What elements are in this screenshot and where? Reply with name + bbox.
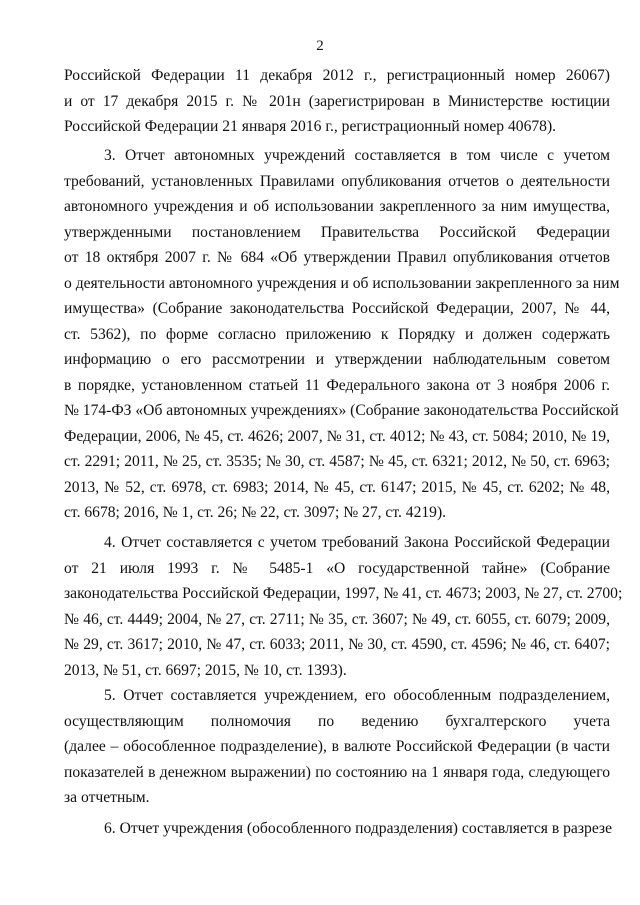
paragraph-item-5: [64, 683, 610, 811]
page-number: 2: [316, 38, 324, 54]
text-line: (далее – обособленное подразделение), в валюте Российской Федерации (в части: [64, 738, 610, 755]
text-line: от 21 июля 1993 г. № 5485-1 «О государственной тайне» (Собрание: [64, 559, 610, 577]
text-line: № 174-ФЗ «Об автономных учреждениях» (Собрание законодательства Российской: [64, 402, 619, 419]
text-line: утвержденными постановлением Правительства Российской Федерации: [64, 223, 610, 241]
text-line: требований, установленных Правилами опубликования отчетов о деятельности: [64, 172, 610, 190]
text-line: за отчетным.: [64, 789, 150, 806]
text-line: в порядке, установленном статьей 11 Федерального закона от 3 ноября 2006 г.: [64, 376, 610, 394]
text-line: осуществляющим полномочия по ведению бухгалтерского учета: [64, 712, 610, 730]
text-line: ст. 2291; 2011, № 25, ст. 3535; № 30, ст. 4587; № 45, ст. 6321; 2012, № 50, ст. 6963;: [64, 453, 610, 470]
paragraph-continuation: [64, 63, 610, 140]
text-line: ст. 6678; 2016, № 1, ст. 26; № 22, ст. 3097; № 27, ст. 4219).: [64, 504, 447, 521]
text-line: законодательства Российской Федерации, 1997, № 41, ст. 4673; 2003, № 27, ст. 2700;: [64, 585, 623, 602]
text-line: о деятельности автономного учреждения и об использовании закрепленного за ним: [64, 274, 620, 292]
paragraph-item-6: [64, 816, 613, 842]
paragraph-item-4: [64, 530, 623, 683]
text-line: автономного учреждения и об использовании закрепленного за ним имущества,: [64, 198, 610, 215]
text-line: 2013, № 51, ст. 6697; 2015, № 10, ст. 1393).: [64, 661, 347, 679]
text-line: имущества» (Собрание законодательства Российской Федерации, 2007, № 44,: [64, 300, 610, 317]
text-line: 5. Отчет составляется учреждением, его обособленным подразделением,: [104, 687, 610, 704]
text-line: Российской Федерации 21 января 2016 г., регистрационный номер 40678).: [64, 118, 557, 135]
text-line: и от 17 декабря 2015 г. № 201н (зарегистрирован в Министерстве юстиции: [64, 92, 610, 110]
text-line: 2013, № 52, ст. 6978, ст. 6983; 2014, № 45, ст. 6147; 2015, № 45, ст. 6202; № 48,: [64, 478, 610, 496]
text-line: 3. Отчет автономных учреждений составляется в том числе с учетом: [104, 147, 610, 164]
text-line: Федерации, 2006, № 45, ст. 4626; 2007, № 31, ст. 4012; № 43, ст. 5084; 2010, № 19,: [64, 427, 610, 445]
text-line: 4. Отчет составляется с учетом требований Закона Российской Федерации: [104, 534, 610, 551]
text-line: показателей в денежном выражении) по состоянию на 1 января года, следующего: [64, 763, 610, 781]
text-line: 6. Отчет учреждения (обособленного подразделения) составляется в разрезе: [104, 820, 613, 837]
text-line: № 29, ст. 3617; 2010, № 47, ст. 6033; 2011, № 30, ст. 4590, ст. 4596; № 46, ст. 6407;: [64, 636, 610, 653]
text-line: от 18 октября 2007 г. № 684 «Об утверждении Правил опубликования отчетов: [64, 249, 610, 266]
text-line: № 46, ст. 4449; 2004, № 27, ст. 2711; № 35, ст. 3607; № 49, ст. 6055, ст. 6079; 2009,: [64, 610, 610, 628]
text-line: Российской Федерации 11 декабря 2012 г., регистрационный номер 26067): [64, 67, 610, 84]
text-line: ст. 5362), по форме согласно приложению к Порядку и должен содержать: [64, 325, 610, 343]
paragraph-item-3: [64, 143, 620, 526]
text-line: информацию о его рассмотрении и утверждении наблюдательным советом: [64, 351, 610, 368]
